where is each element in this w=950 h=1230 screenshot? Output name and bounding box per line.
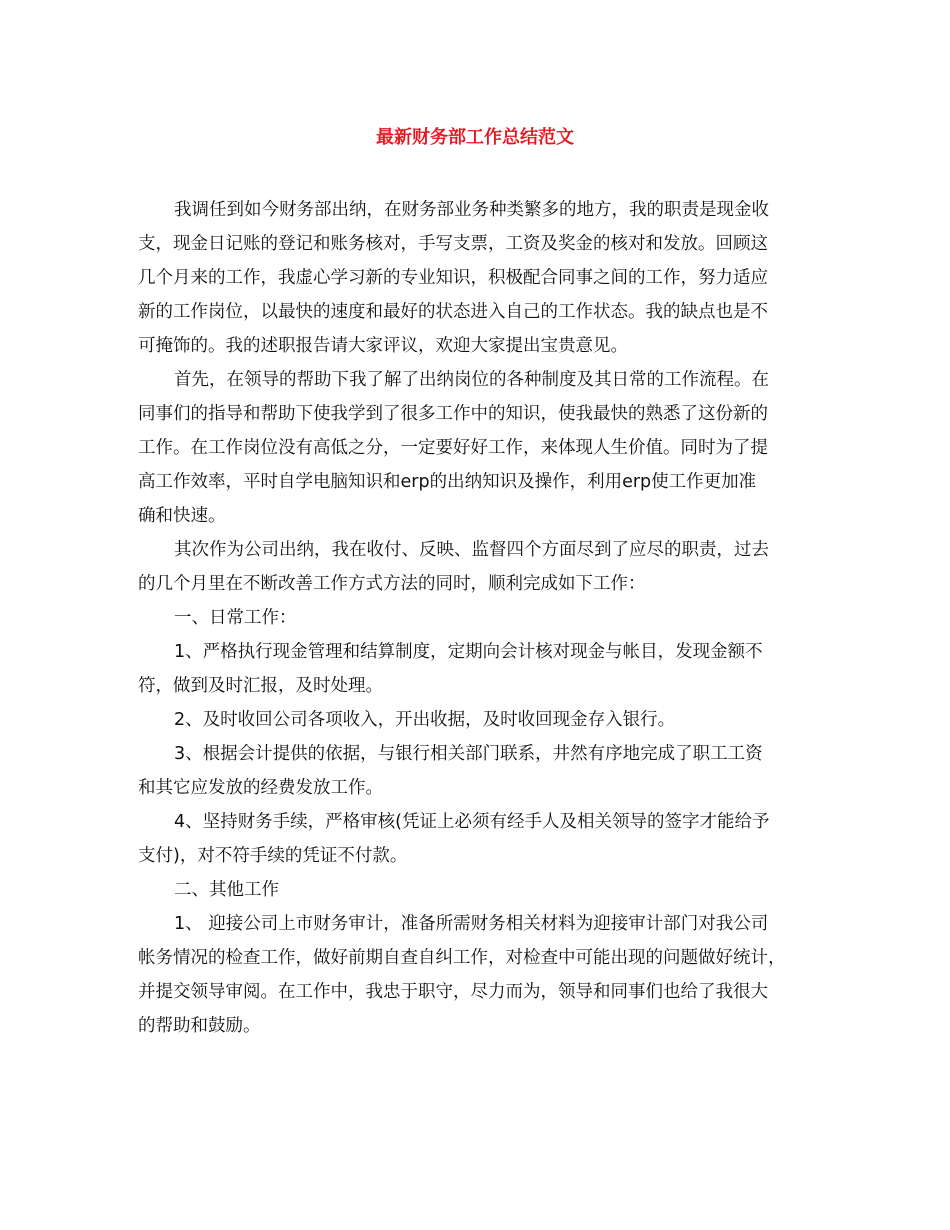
text-line: 支付)，对不符手续的凭证不付款。 (138, 846, 408, 866)
text-line: 一、日常工作： (174, 608, 297, 628)
text-line: 确和快速。 (138, 506, 226, 526)
text-line: 同事们的指导和帮助下使我学到了很多工作中的知识，使我最快的熟悉了这份新的 (138, 404, 768, 424)
text-line: 3、根据会计提供的依据，与银行相关部门联系，井然有序地完成了职工工资 (174, 744, 763, 764)
text-line: 我调任到如今财务部出纳，在财务部业务种类繁多的地方，我的职责是现金收 (174, 200, 769, 220)
text-line: 符，做到及时汇报，及时处理。 (138, 676, 383, 696)
text-line: 并提交领导审阅。在工作中，我忠于职守，尽力而为，领导和同事们也给了我很大 (138, 982, 768, 1002)
text-line: 帐务情况的检查工作，做好前期自查自纠工作，对检查中可能出现的问题做好统计， (138, 948, 786, 968)
text-line: 的帮助和鼓励。 (138, 1016, 261, 1036)
text-line: 1、严格执行现金管理和结算制度，定期向会计核对现金与帐目，发现金额不 (174, 642, 763, 662)
text-line: 的几个月里在不断改善工作方式方法的同时，顺利完成如下工作： (138, 574, 646, 594)
document-title: 最新财务部工作总结范文 (376, 127, 574, 148)
text-line: 工作。在工作岗位没有高低之分，一定要好好工作，来体现人生价值。同时为了提 (138, 438, 768, 458)
text-line: 支，现金日记账的登记和账务核对，手写支票，工资及奖金的核对和发放。回顾这 (138, 234, 768, 254)
text-line: 2、及时收回公司各项收入，开出收据，及时收回现金存入银行。 (174, 710, 676, 730)
text-line: 其次作为公司出纳，我在收付、反映、监督四个方面尽到了应尽的职责，过去 (174, 540, 769, 560)
text-line: 新的工作岗位，以最快的速度和最好的状态进入自己的工作状态。我的缺点也是不 (138, 302, 768, 322)
document-body (138, 193, 814, 1043)
text-line: 可掩饰的。我的述职报告请大家评议，欢迎大家提出宝贵意见。 (138, 336, 628, 356)
text-line: 首先，在领导的帮助下我了解了出纳岗位的各种制度及其日常的工作流程。在 (174, 370, 769, 390)
text-line: 几个月来的工作，我虚心学习新的专业知识，积极配合同事之间的工作，努力适应 (138, 268, 768, 288)
text-line: 二、其他工作 (174, 880, 279, 900)
text-line: 4、坚持财务手续，严格审核(凭证上必须有经手人及相关领导的签字才能给予 (174, 812, 770, 832)
text-line: 高工作效率，平时自学电脑知识和erp的出纳知识及操作，利用erp使工作更加准 (138, 472, 757, 492)
text-line: 和其它应发放的经费发放工作。 (138, 778, 383, 798)
text-line: 1、 迎接公司上市财务审计，准备所需财务相关材料为迎接审计部门对我公司 (174, 914, 769, 934)
